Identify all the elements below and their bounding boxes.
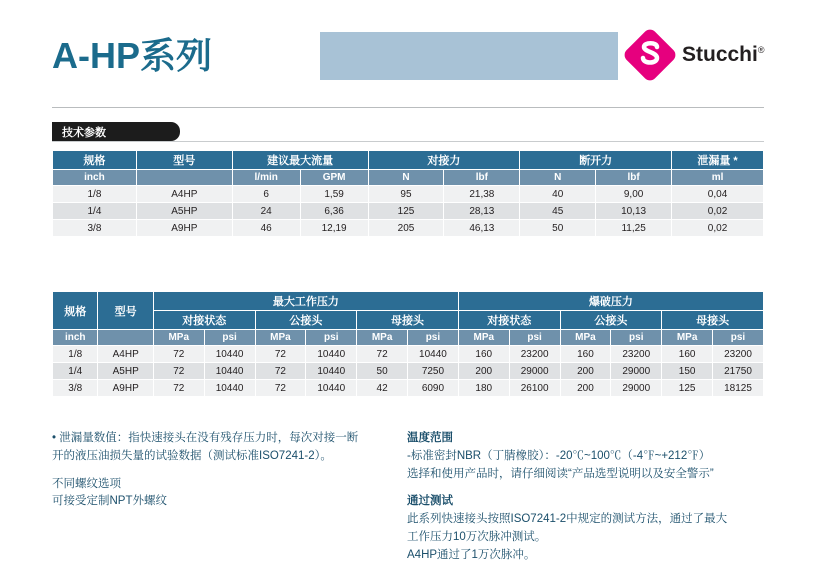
table1-header-groups [53,151,764,170]
th2-sub-female-1: 母接头 [357,311,459,330]
cell-lbf2: 11,25 [596,220,672,237]
cell-v: 160 [458,346,509,363]
note-temp-line-1: -标准密封NBR（丁腈橡胶）：-20℃~100℃（-4℉~+212℉） [407,449,711,462]
th2-sub-male-2: 公接头 [560,311,662,330]
cell-n2: 40 [520,186,596,203]
th2-unit-mpa-5: MPa [560,330,611,346]
cell-ml: 0,02 [672,220,764,237]
cell-v: 10440 [306,363,357,380]
cell-ml: 0,02 [672,203,764,220]
cell-n1: 95 [368,186,444,203]
cell-n1: 205 [368,220,444,237]
cell-v: 23200 [713,346,764,363]
cell-model: A9HP [98,380,153,397]
note-temp-line-2: 选择和使用产品时，请仔细阅读“产品选型说明以及安全警示” [407,467,714,480]
th-unit-inch: inch [53,170,137,186]
cell-lbf2: 9,00 [596,186,672,203]
cell-ml: 0,04 [672,186,764,203]
table-row [53,363,764,380]
th2-unit-psi-5: psi [611,330,662,346]
cell-v: 180 [458,380,509,397]
cell-n1: 125 [368,203,444,220]
cell-v: 160 [560,346,611,363]
cell-v: 10440 [306,346,357,363]
th2-unit-mpa-4: MPa [458,330,509,346]
specs-table-flow [52,150,764,237]
th2-model: 型号 [98,292,153,330]
note-spacer [52,466,382,476]
cell-model: A4HP [98,346,153,363]
cell-lmin: 6 [232,186,300,203]
brand-name: Stucchi® [682,43,765,66]
th-disconnect-force: 断开力 [520,151,672,170]
cell-model: A9HP [136,220,232,237]
th-connect-force: 对接力 [368,151,520,170]
note-leakage-line-1: • 泄漏量数值：指快速接头在没有残存压力时，每次对接一断 [52,432,359,444]
th2-sub-connected-2: 对接状态 [458,311,560,330]
th-spec: 规格 [53,151,137,170]
registered-mark: ® [757,45,765,55]
cell-gpm: 12,19 [300,220,368,237]
page-title: A-HP系列 [52,35,212,76]
cell-v: 29000 [611,380,662,397]
th-unit-lmin: l/min [232,170,300,186]
cell-gpm: 1,59 [300,186,368,203]
cell-model: A5HP [136,203,232,220]
th2-unit-psi-1: psi [204,330,255,346]
th-leakage: 泄漏量 * [672,151,764,170]
cell-v: 10440 [204,380,255,397]
th2-max-working-pressure: 最大工作压力 [153,292,458,311]
th-unit-ml: ml [672,170,764,186]
cell-v: 6090 [407,380,458,397]
cell-v: 50 [357,363,408,380]
table2-header-sub [53,311,764,330]
th2-unit-mpa-2: MPa [255,330,306,346]
th2-unit-psi-4: psi [509,330,560,346]
cell-v: 42 [357,380,408,397]
section-divider [52,141,764,142]
cell-v: 200 [560,380,611,397]
cell-lbf2: 10,13 [596,203,672,220]
th2-unit-mpa-1: MPa [153,330,204,346]
cell-v: 72 [153,380,204,397]
cell-spec: 1/8 [53,346,98,363]
table-row [53,186,764,203]
note-spacer-2 [407,483,767,493]
header-divider [52,107,764,108]
th2-sub-female-2: 母接头 [662,311,764,330]
note-test-title: 通过测试 [407,495,453,508]
th2-unit-model [98,330,153,346]
th-unit-lbf-1: lbf [444,170,520,186]
cell-v: 150 [662,363,713,380]
cell-lbf1: 21,38 [444,186,520,203]
cell-n2: 50 [520,220,596,237]
table1-header-units [53,170,764,186]
cell-v: 200 [560,363,611,380]
table2-header-groups [53,292,764,311]
cell-n2: 45 [520,203,596,220]
th-model: 型号 [136,151,232,170]
cell-v: 72 [255,363,306,380]
stucchi-s-logo-icon [624,29,676,81]
table2-header-units [53,330,764,346]
cell-v: 21750 [713,363,764,380]
note-thread-title: 不同螺纹选项 [52,477,121,490]
th2-sub-connected-1: 对接状态 [153,311,255,330]
cell-v: 72 [357,346,408,363]
th2-unit-inch: inch [53,330,98,346]
th-unit-model [136,170,232,186]
cell-v: 160 [662,346,713,363]
th2-unit-psi-3: psi [407,330,458,346]
table-row [53,380,764,397]
cell-model: A4HP [136,186,232,203]
th2-unit-psi-2: psi [306,330,357,346]
table-row [53,346,764,363]
cell-v: 72 [153,363,204,380]
th-unit-n-2: N [520,170,596,186]
cell-v: 23200 [509,346,560,363]
note-thread-line: 可接受定制NPT外螺纹 [52,495,167,508]
cell-lmin: 24 [232,203,300,220]
cell-lmin: 46 [232,220,300,237]
cell-v: 10440 [306,380,357,397]
cell-v: 72 [153,346,204,363]
th-unit-lbf-2: lbf [596,170,672,186]
note-leakage-line-2: 开的液压油损失量的试验数据（测试标准ISO7241-2）。 [52,449,332,462]
cell-lbf1: 46,13 [444,220,520,237]
table-row [53,220,764,237]
cell-v: 29000 [611,363,662,380]
cell-spec: 1/4 [53,203,137,220]
note-test-line-1: 此系列快速接头按照ISO7241-2中规定的测试方法，通过了最大 [407,513,728,526]
cell-spec: 1/8 [53,186,137,203]
cell-v: 18125 [713,380,764,397]
th2-sub-male-1: 公接头 [255,311,357,330]
note-left-column [52,430,382,511]
cell-v: 7250 [407,363,458,380]
note-right-column [407,430,767,565]
cell-v: 125 [662,380,713,397]
note-test-line-3: A4HP通过了1万次脉冲。 [407,548,536,561]
cell-v: 72 [255,380,306,397]
cell-spec: 3/8 [53,380,98,397]
brand-logo [618,24,778,86]
table-row [53,203,764,220]
cell-v: 10440 [407,346,458,363]
section-tab-specs: 技术参数 [52,122,180,141]
th2-unit-mpa-6: MPa [662,330,713,346]
cell-v: 10440 [204,346,255,363]
cell-v: 200 [458,363,509,380]
cell-v: 26100 [509,380,560,397]
th-unit-gpm: GPM [300,170,368,186]
specs-table-pressure [52,291,764,397]
note-test-line-2: 工作压力10万次脉冲测试。 [407,531,547,544]
cell-gpm: 6,36 [300,203,368,220]
th2-unit-mpa-3: MPa [357,330,408,346]
cell-model: A5HP [98,363,153,380]
th-maxflow: 建议最大流量 [232,151,368,170]
cell-v: 10440 [204,363,255,380]
th2-spec: 规格 [53,292,98,330]
cell-lbf1: 28,13 [444,203,520,220]
th2-unit-psi-6: psi [713,330,764,346]
cell-v: 29000 [509,363,560,380]
cell-v: 72 [255,346,306,363]
note-temp-title: 温度范围 [407,432,453,444]
th-unit-n-1: N [368,170,444,186]
cell-spec: 1/4 [53,363,98,380]
cell-spec: 3/8 [53,220,137,237]
cell-v: 23200 [611,346,662,363]
th2-burst-pressure: 爆破压力 [458,292,763,311]
